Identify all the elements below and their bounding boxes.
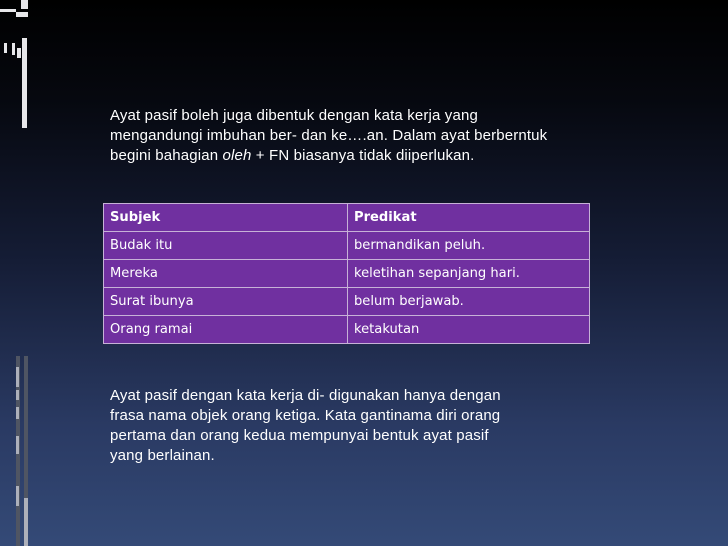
decorative-bar — [16, 12, 28, 17]
intro-paragraph — [110, 106, 670, 166]
table-row — [104, 260, 590, 288]
example-table — [103, 203, 590, 344]
table-cell: ketakutan — [348, 316, 590, 344]
intro-line-text: begini bahagian — [110, 147, 223, 164]
decorative-bar — [16, 436, 19, 454]
decorative-bar — [21, 0, 28, 9]
closing-paragraph — [110, 386, 610, 466]
decorative-bar — [16, 407, 19, 419]
decorative-bar — [16, 486, 19, 506]
table-cell: belum berjawab. — [348, 288, 590, 316]
table-cell: Orang ramai — [104, 316, 348, 344]
table-row — [104, 232, 590, 260]
table-cell: Mereka — [104, 260, 348, 288]
table-header-row — [104, 204, 590, 232]
intro-line: mengandungi imbuhan ber- dan ke….an. Dalam ayat berberntuk — [110, 127, 548, 144]
table-header-cell: Subjek — [104, 204, 348, 232]
intro-line: Ayat pasif boleh juga dibentuk dengan kata kerja yang — [110, 107, 478, 124]
intro-line — [110, 146, 670, 166]
left-decorative-strip — [0, 0, 30, 546]
table-cell: bermandikan peluh. — [348, 232, 590, 260]
closing-line: yang berlainan. — [110, 447, 215, 464]
subjek-predikat-table — [103, 203, 590, 344]
closing-line: pertama dan orang kedua mempunyai bentuk ayat pasif — [110, 427, 489, 444]
decorative-bar — [0, 9, 16, 12]
decorative-bar — [24, 498, 28, 546]
table-row — [104, 316, 590, 344]
decorative-bar — [16, 390, 19, 400]
table-cell: Surat ibunya — [104, 288, 348, 316]
table-cell: Budak itu — [104, 232, 348, 260]
table-cell: keletihan sepanjang hari. — [348, 260, 590, 288]
decorative-bar — [12, 43, 15, 55]
intro-line-text: + FN biasanya tidak diiperlukan. — [251, 147, 475, 164]
closing-line: frasa nama objek orang ketiga. Kata gantinama diri orang — [110, 407, 501, 424]
decorative-bar — [16, 367, 19, 387]
decorative-bar — [17, 48, 21, 58]
table-row — [104, 288, 590, 316]
decorative-bar — [4, 43, 7, 53]
table-header-cell: Predikat — [348, 204, 590, 232]
decorative-bar — [22, 38, 27, 128]
intro-italic-word: oleh — [222, 147, 252, 164]
closing-line: Ayat pasif dengan kata kerja di- digunakan hanya dengan — [110, 387, 501, 404]
